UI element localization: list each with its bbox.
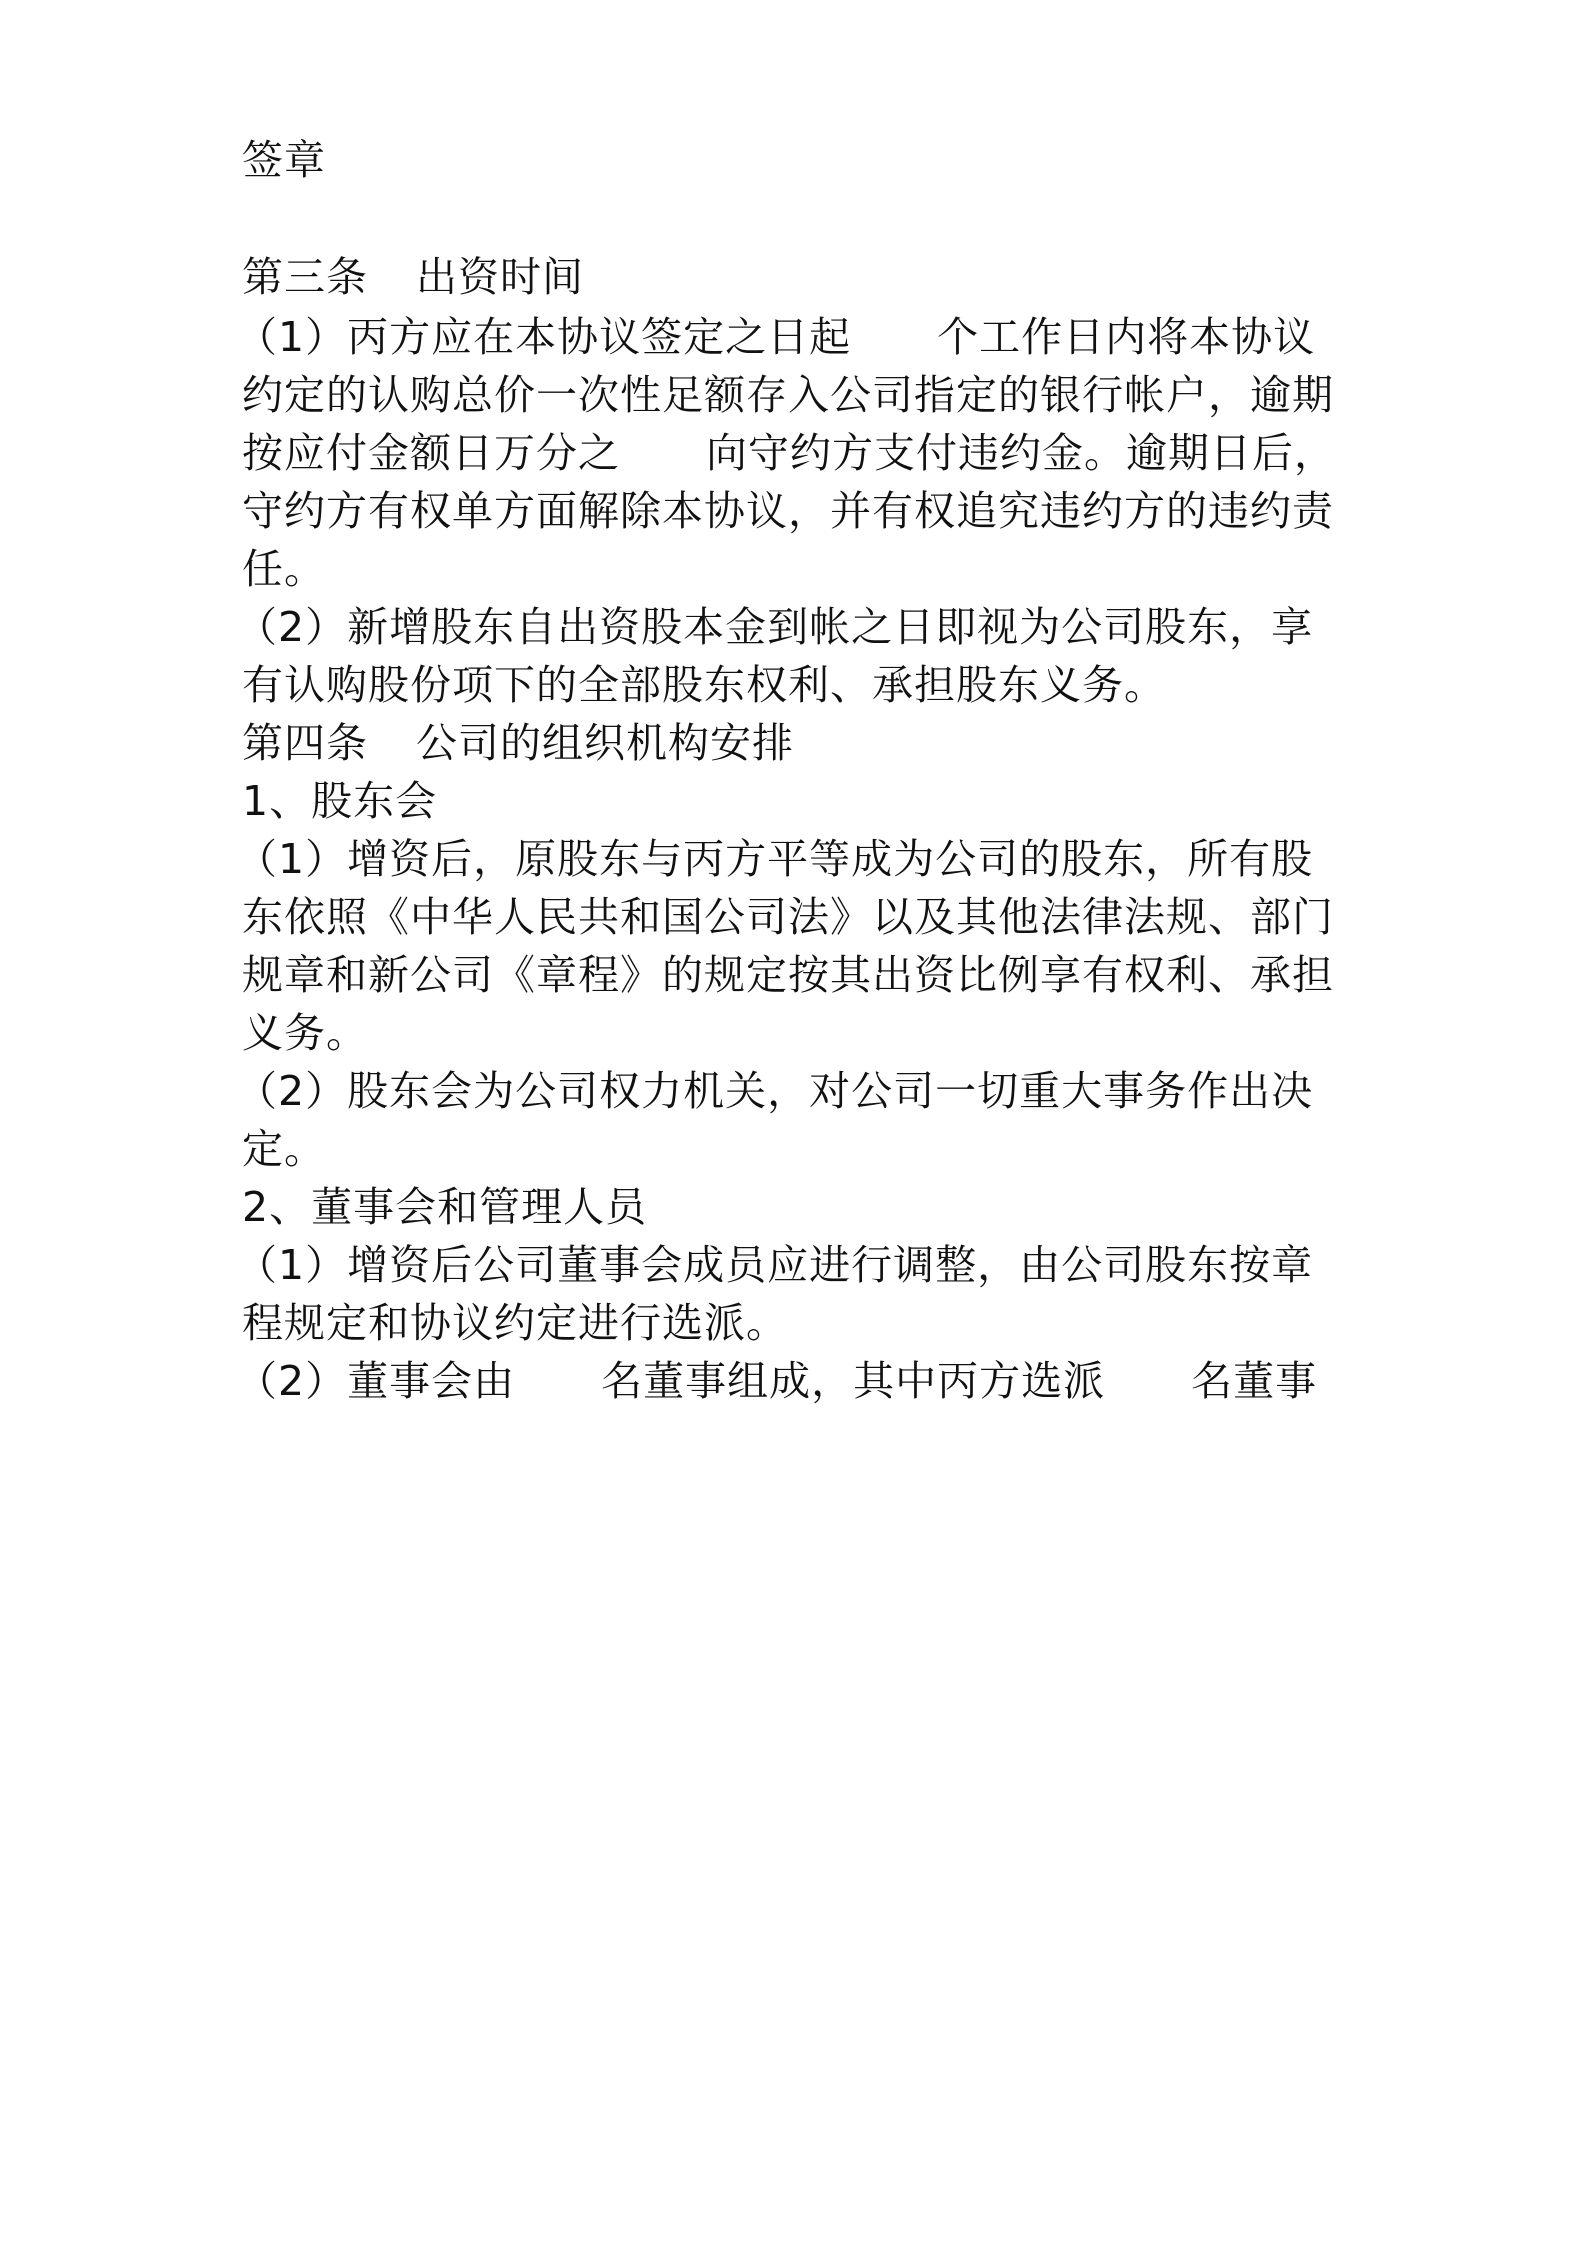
paragraph-line: （1）增资后，原股东与丙方平等成为公司的股东，所有股 (236, 835, 1314, 883)
paragraph-line: 任。 (242, 545, 326, 593)
paragraph-line: 有认购股份项下的全部股东权利、承担股东义务。 (242, 661, 1166, 709)
paragraph-line: 约定的认购总价一次性足额存入公司指定的银行帐户，逾期 (242, 371, 1334, 419)
paragraph-line: （2）新增股东自出资股本金到帐之日即视为公司股东，享 (236, 603, 1314, 651)
article-number: 第四条 (242, 719, 368, 767)
article-3-heading (242, 253, 1352, 301)
article-title: 出资时间 (416, 253, 584, 301)
paragraph-line: 定。 (242, 1125, 326, 1173)
article-number: 第三条 (242, 253, 368, 301)
paragraph-line: 守约方有权单方面解除本协议，并有权追究违约方的违约责 (242, 487, 1334, 535)
section-heading: 2、董事会和管理人员 (242, 1183, 648, 1231)
signature-label: 签章 (242, 136, 326, 184)
paragraph-line: 规章和新公司《章程》的规定按其出资比例享有权利、承担 (242, 951, 1334, 999)
paragraph-line: 义务。 (242, 1009, 368, 1057)
article-4-heading (242, 719, 1352, 767)
paragraph-line: 程规定和协议约定进行选派。 (242, 1299, 788, 1347)
paragraph-line: 按应付金额日万分之 向守约方支付违约金。逾期日后， (242, 429, 1336, 477)
article-title: 公司的组织机构安排 (416, 719, 794, 767)
paragraph-line: （2）董事会由 名董事组成，其中丙方选派 名董事 (236, 1357, 1318, 1405)
paragraph-line: （1）丙方应在本协议签定之日起 个工作日内将本协议 (236, 313, 1316, 361)
paragraph-line: （1）增资后公司董事会成员应进行调整，由公司股东按章 (236, 1241, 1314, 1289)
paragraph-line: 东依照《中华人民共和国公司法》以及其他法律法规、部门 (242, 893, 1334, 941)
section-heading: 1、股东会 (242, 777, 438, 825)
paragraph-line: （2）股东会为公司权力机关，对公司一切重大事务作出决 (236, 1067, 1314, 1115)
